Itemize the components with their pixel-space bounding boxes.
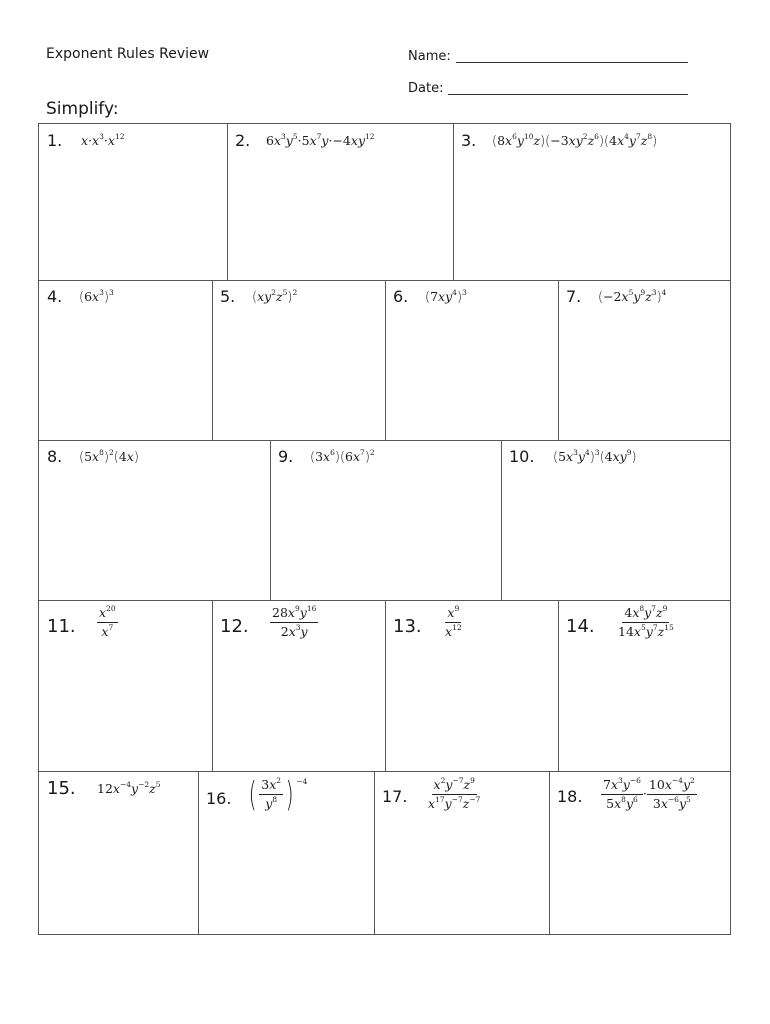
- name-field: [408, 48, 688, 64]
- problem-cell-10[interactable]: [501, 440, 730, 600]
- problem-expression: $x\cdot x^3\cdot x^{12}$: [81, 132, 125, 148]
- problem-number: 17.: [382, 787, 408, 806]
- problem-expression: $\frac{x^2y^{-7}z^9}{x^{17}y^{-7}z^{-7}}$: [428, 776, 481, 811]
- problem-cell-3[interactable]: [453, 124, 730, 280]
- problem-row-1: [39, 124, 730, 281]
- problem-expression: $\frac{7x^3y^{-6}}{5x^8y^6}$ · $\frac{10x^{-4}y^2}{3x^{-6}y^5}$: [603, 776, 695, 811]
- problem-expression: $(8x^6y^{10}z)(-3xy^2z^6)(4x^4y^7z^8)$: [492, 132, 658, 149]
- problem-expression: $\frac{x^9}{x^{12}}$: [445, 604, 462, 639]
- problem-number: 2.: [235, 131, 251, 150]
- problem-number: 16.: [206, 789, 232, 808]
- problem-number: 8.: [47, 447, 63, 466]
- problem-expression: $\frac{4x^8y^7z^9}{14x^5y^7z^{15}}$: [618, 604, 674, 639]
- problem-number: 7.: [566, 287, 582, 306]
- problem-number: 15.: [47, 778, 76, 799]
- date-field: [408, 80, 688, 96]
- problem-grid: [38, 123, 731, 935]
- problem-expression: $\frac{28x^9y^{16}}{2x^3y}$: [272, 604, 317, 639]
- problem-cell-16[interactable]: [198, 771, 375, 934]
- problem-number: 9.: [278, 447, 294, 466]
- problem-cell-5[interactable]: [212, 280, 386, 440]
- problem-expression: $(5x^3y^4)^3(4xy^9)$: [553, 448, 637, 465]
- problem-cell-12[interactable]: [212, 600, 386, 771]
- problem-cell-6[interactable]: [385, 280, 559, 440]
- problem-cell-9[interactable]: [270, 440, 502, 600]
- worksheet-title: Exponent Rules Review: [46, 46, 210, 62]
- problem-cell-18[interactable]: [549, 771, 730, 934]
- problem-expression: $(-2x^5y^9z^3)^4$: [598, 288, 667, 305]
- instruction-label: Simplify:: [46, 99, 119, 119]
- problem-cell-8[interactable]: [39, 440, 271, 600]
- problem-number: 4.: [47, 287, 63, 306]
- problem-expression: $\frac{x^{20}}{x^7}$: [99, 604, 116, 639]
- problem-cell-14[interactable]: [558, 600, 730, 771]
- problem-row-2: [39, 280, 730, 441]
- problem-row-5: [39, 771, 730, 934]
- problem-expression: $6x^3y^5\cdot 5x^7y\cdot-4xy^{12}$: [266, 132, 375, 148]
- problem-cell-11[interactable]: [39, 600, 213, 771]
- problem-expression: $12x^{-4}y^{-2}z^5$: [97, 780, 161, 796]
- problem-number: 10.: [509, 447, 535, 466]
- problem-number: 5.: [220, 287, 236, 306]
- problem-cell-1[interactable]: [39, 124, 228, 280]
- problem-expression: $(5x^8)^2(4x)$: [79, 448, 139, 465]
- problem-expression: ( $\frac{3x^2}{y^8}$ ) $^{-4}$: [248, 774, 308, 815]
- problem-row-4: [39, 600, 730, 772]
- problem-cell-7[interactable]: [558, 280, 730, 440]
- problem-cell-17[interactable]: [374, 771, 550, 934]
- problem-number: 18.: [557, 787, 583, 806]
- problem-number: 6.: [393, 287, 409, 306]
- problem-number: 14.: [566, 616, 595, 637]
- problem-number: 1.: [47, 131, 63, 150]
- problem-number: 13.: [393, 616, 422, 637]
- problem-row-3: [39, 440, 730, 601]
- problem-expression: $(xy^2z^5)^2$: [252, 288, 298, 305]
- problem-number: 3.: [461, 131, 477, 150]
- name-blank-line[interactable]: [456, 48, 688, 63]
- problem-expression: $(6x^3)^3$: [79, 288, 114, 305]
- problem-number: 12.: [220, 616, 249, 637]
- date-label: Date:: [408, 81, 444, 96]
- problem-cell-15[interactable]: [39, 771, 199, 934]
- problem-expression: $(3x^6)(6x^7)^2$: [310, 448, 375, 465]
- date-blank-line[interactable]: [448, 80, 688, 95]
- problem-number: 11.: [47, 616, 76, 637]
- problem-cell-4[interactable]: [39, 280, 213, 440]
- name-label: Name:: [408, 49, 451, 64]
- problem-expression: $(7xy^4)^3$: [425, 288, 467, 305]
- problem-cell-2[interactable]: [227, 124, 454, 280]
- problem-cell-13[interactable]: [385, 600, 559, 771]
